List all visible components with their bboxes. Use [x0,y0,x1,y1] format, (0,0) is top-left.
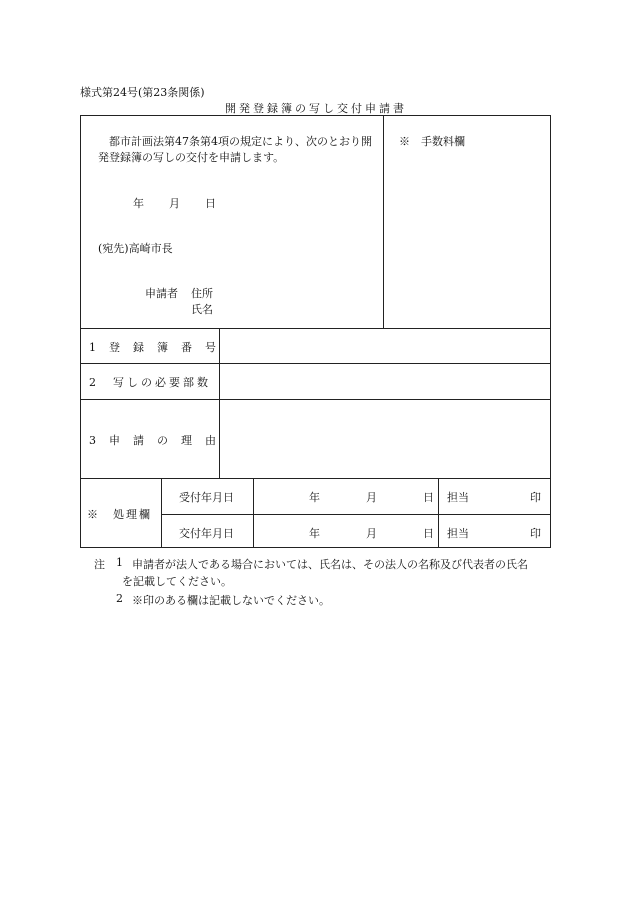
reason-label: 3 申 請 の 理 由 [89,434,217,447]
issued-day-label: 日 [423,527,434,540]
issued-seal-label: 印 [530,527,541,540]
note1-line2: を記載してください。 [122,575,232,588]
copies-needed-label: 2 写しの必要部数 [89,376,211,389]
received-day-label: 日 [423,491,434,504]
name-label: 氏名 [191,303,213,316]
note1-line1: 申請者が法人である場合においては、氏名は、その法人の名称及び代表者の氏名 [132,558,528,571]
form-number: 様式第24号(第23条関係) [80,86,205,99]
addressee: (宛先)高崎市長 [98,242,173,255]
row-divider-processing [161,514,550,515]
row-divider-copies [81,399,550,400]
processing-label: ※ 処理欄 [87,508,152,521]
date-day-label: 日 [205,197,216,210]
column-divider-date-label [253,478,254,547]
application-body-line1: 都市計画法第47条第4項の規定により、次のとおり開 [109,135,372,148]
issued-date-fields [309,525,434,541]
note-marker: 注 [94,558,105,571]
received-date-fields [309,489,434,505]
received-staff-fields [447,489,541,505]
received-seal-label: 印 [530,491,541,504]
row-divider-registry [81,363,550,364]
row-divider-application [81,328,550,329]
date-year-label: 年 [133,197,144,210]
received-staff-label: 担当 [447,491,469,504]
form-title: 開発登録簿の写し交付申請書 [225,102,407,115]
date-month-label: 月 [169,197,180,210]
issued-year-label: 年 [309,527,320,540]
column-divider-fee [383,116,384,328]
issued-staff-fields [447,525,541,541]
column-divider-labels [219,328,220,478]
issued-month-label: 月 [366,527,377,540]
column-divider-processing-label [161,478,162,547]
note1-number: 1 [116,556,123,569]
issued-date-label: 交付年月日 [179,527,234,540]
application-body-line2: 発登録簿の写しの交付を申請します。 [98,151,285,164]
note2-text: ※印のある欄は記載しないでください。 [132,594,330,607]
note2-number: 2 [116,592,123,605]
issued-staff-label: 担当 [447,527,469,540]
received-date-label: 受付年月日 [179,491,234,504]
registry-number-label: 1 登 録 簿 番 号 [89,341,217,354]
received-month-label: 月 [366,491,377,504]
received-year-label: 年 [309,491,320,504]
application-form-table [80,115,551,548]
column-divider-staff [438,478,439,547]
fee-label: ※ 手数料欄 [399,135,465,148]
applicant-label: 申請者 [145,287,178,300]
row-divider-reason [81,478,550,479]
address-label: 住所 [191,287,213,300]
